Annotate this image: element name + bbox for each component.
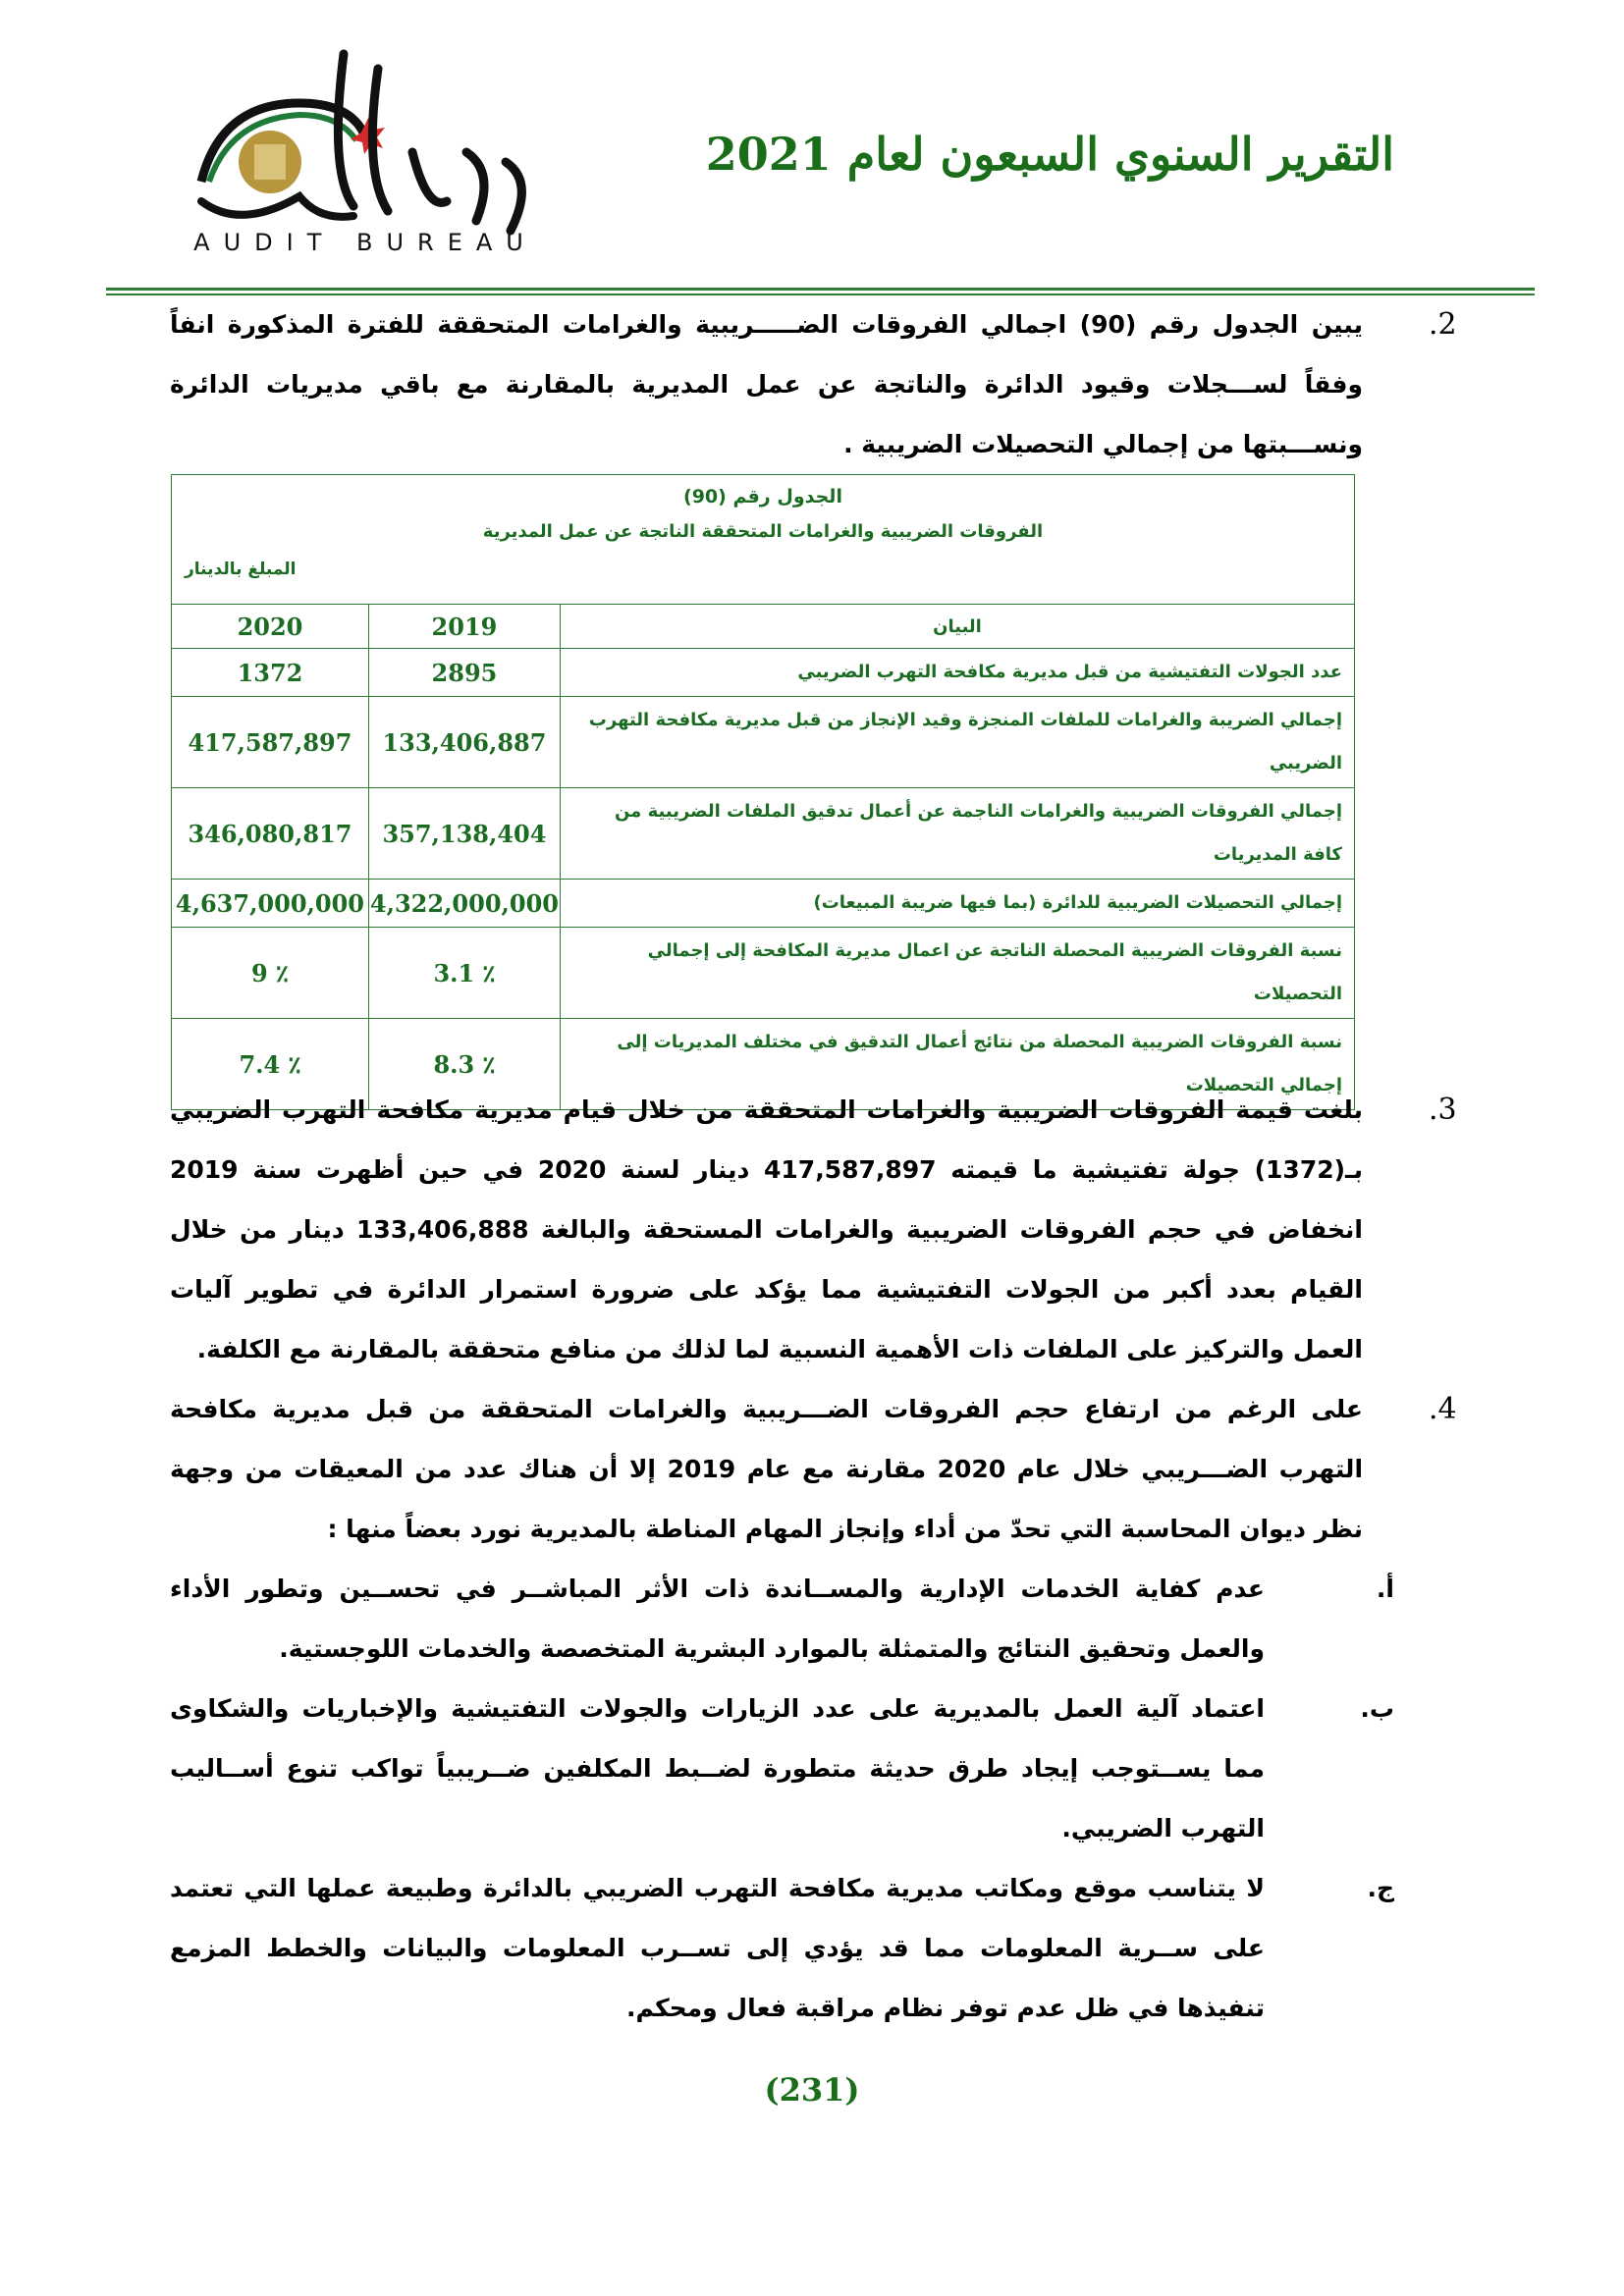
table-caption-cell bbox=[172, 475, 1355, 605]
table-unit-label: المبلغ بالدينار bbox=[185, 560, 297, 579]
row-value-2019: 133,406,887 bbox=[368, 697, 560, 788]
row-description: نسبة الفروقات الضريبية المحصلة الناتجة عن اعمال مديرية المكافحة إلى إجمالي التحصيلات bbox=[560, 928, 1354, 1019]
sub-item-b: اعتماد آلية العمل بالمديرية على عدد الزيارات والجولات التفتيشية والإخباريات والشكاوى مما يســتوجب إيجاد طرق حديثة متطورة لضــبط المكلفين ضــريبياً تواكب تنوع أســاليب التهرب الضريبي. bbox=[170, 1694, 1265, 1842]
row-description: إجمالي الفروقات الضريبية والغرامات الناجمة عن أعمال تدقيق الملفات الضريبية من كافة المديريات bbox=[560, 788, 1354, 880]
sub-item-a: عدم كفاية الخدمات الإدارية والمســاندة ذات الأثر المباشــر في تحســين وتطور الأداء والعمل وتحقيق النتائج والمتمثلة بالموارد البشرية المتخصصة والخدمات اللوجستية. bbox=[170, 1575, 1265, 1663]
row-description: نسبة الفروقات الضريبية المحصلة من نتائج أعمال التدقيق في مختلف المديريات إلى إجمالي التحصيلات bbox=[560, 1019, 1354, 1110]
row-value-2020: 4,637,000,000 bbox=[172, 880, 369, 928]
sub-item-label: ب. bbox=[1360, 1694, 1394, 1723]
paragraph-3: بلغت قيمة الفروقات الضريبية والغرامات المتحققة من خلال قيام مديرية مكافحة التهرب الضريبي بـ(1372) جولة تفتيشية ما قيمته 417,587,897 دينار لسنة 2020 في حين أظهرت سنة 2019 انخفاض في حجم الفروقات الضريبية والغرامات المستحقة والبالغة 133,406,888 دينار من خلال القيام بعدد أكبر من الجولات التفتيشية مما يؤكد على ضرورة استمرار الدائرة في تطوير آليات العمل والتركيز على الملفات ذات الأهمية النسبية لما لذلك من منافع متحققة بالمقارنة مع الكلفة. bbox=[170, 1095, 1363, 1363]
table-unit bbox=[185, 560, 1353, 579]
table-row bbox=[172, 788, 1355, 880]
row-value-2019: 357,138,404 bbox=[368, 788, 560, 880]
table-subtitle: الفروقات الضريبية والغرامات المتحققة الناتجة عن عمل المديرية bbox=[482, 521, 1044, 542]
row-description: إجمالي التحصيلات الضريبية للدائرة (بما فيها ضريبة المبيعات) bbox=[560, 880, 1354, 928]
paragraph-number: .3 bbox=[1429, 1093, 1457, 1127]
sub-item-label: أ. bbox=[1376, 1575, 1394, 1603]
sub-item-label: ج. bbox=[1367, 1874, 1394, 1902]
row-value-2020: ٪ 7.4 bbox=[172, 1019, 369, 1110]
row-value-2019: ٪ 3.1 bbox=[368, 928, 560, 1019]
logo-text: AUDIT BUREAU bbox=[193, 229, 537, 255]
table-row bbox=[172, 928, 1355, 1019]
table-row bbox=[172, 880, 1355, 928]
table-header-row bbox=[172, 605, 1355, 649]
row-value-2019: 2895 bbox=[368, 649, 560, 697]
row-description: إجمالي الضريبة والغرامات للملفات المنجزة وقيد الإنجاز من قبل مديرية مكافحة التهرب الضريبي bbox=[560, 697, 1354, 788]
table-caption: الجدول رقم (90) bbox=[683, 486, 842, 507]
page-number: (231) bbox=[764, 2071, 860, 2109]
paragraph-number: .4 bbox=[1429, 1392, 1457, 1426]
header-2020: 2020 bbox=[172, 605, 369, 649]
paragraph-number: .2 bbox=[1429, 307, 1457, 342]
row-value-2020: 346,080,817 bbox=[172, 788, 369, 880]
header-2019: 2019 bbox=[368, 605, 560, 649]
table-row bbox=[172, 697, 1355, 788]
table-row bbox=[172, 649, 1355, 697]
header-description: البيان bbox=[560, 605, 1354, 649]
header-divider bbox=[106, 288, 1535, 291]
table-90 bbox=[171, 474, 1355, 1110]
row-value-2020: 417,587,897 bbox=[172, 697, 369, 788]
paragraph-4: على الرغم من ارتفاع حجم الفروقات الضـــريبية والغرامات المتحققة من قبل مديرية مكافحة التهرب الضـــريبي خلال عام 2020 مقارنة مع عام 2019 إلا أن هناك عدد من المعيقات من وجهة نظر ديوان المحاسبة التي تحدّ من أداء وإنجاز المهام المناطة بالمديرية نورد بعضاً منها : bbox=[170, 1395, 1364, 1543]
report-title: التقرير السنوي السبعون لعام 2021 bbox=[705, 128, 1394, 181]
audit-bureau-logo bbox=[182, 34, 550, 255]
row-value-2020: ٪ 9 bbox=[172, 928, 369, 1019]
sub-item-c: لا يتناسب موقع ومكاتب مديرية مكافحة التهرب الضريبي بالدائرة وطبيعة عملها التي تعتمد على ســرية المعلومات مما قد يؤدي إلى تســرب المعلومات والبيانات والخطط المزمع تنفيذها في ظل عدم توفر نظام مراقبة فعال ومحكم. bbox=[170, 1874, 1265, 2022]
row-value-2019: ٪ 8.3 bbox=[368, 1019, 560, 1110]
row-value-2019: 4,322,000,000 bbox=[368, 880, 560, 928]
row-description: عدد الجولات التفتيشية من قبل مديرية مكافحة التهرب الضريبي bbox=[560, 649, 1354, 697]
paragraph-2: يبين الجدول رقم (90) اجمالي الفروقات الضـــــريبية والغرامات المتحققة للفترة المذكورة انفاً وفقاً لســـجلات وقيود الدائرة والناتجة عن عمل المديرية بالمقارنة مع باقي مديريات الدائرة ونســـبتها من إجمالي التحصيلات الضريبية . bbox=[170, 310, 1363, 458]
row-value-2020: 1372 bbox=[172, 649, 369, 697]
